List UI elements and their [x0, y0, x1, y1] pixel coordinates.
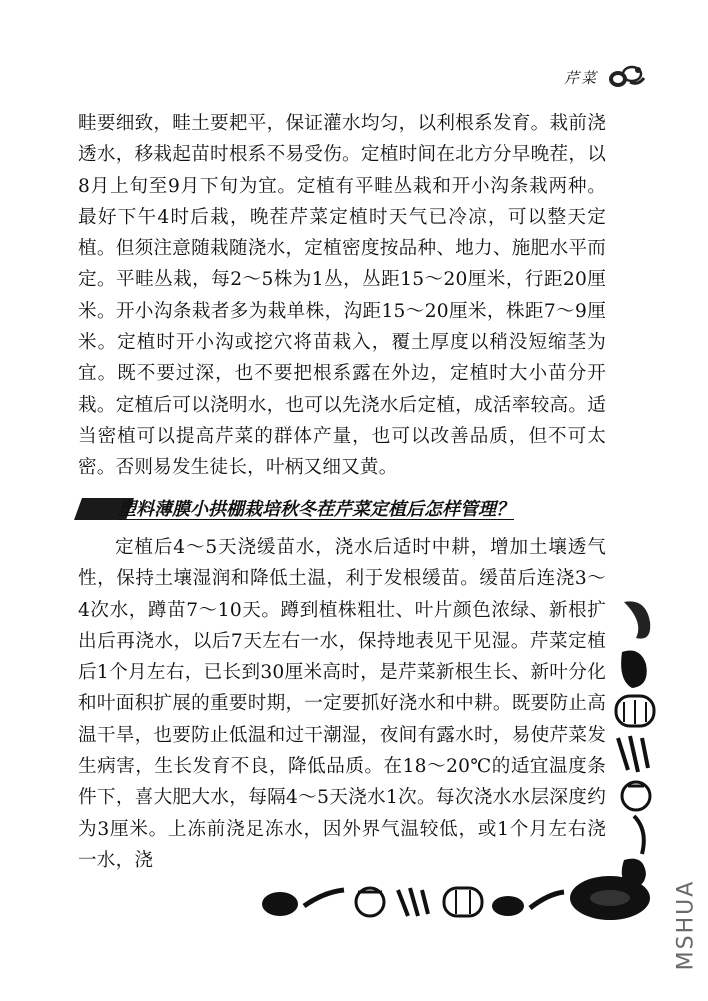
question-heading-text: 塑料薄膜小拱棚栽培秋冬茬芹菜定植后怎样管理？	[118, 499, 514, 520]
header-title: 芹菜	[563, 68, 598, 87]
watermark	[672, 870, 700, 980]
running-header	[564, 62, 646, 92]
vegetable-row-icon	[258, 872, 658, 924]
vegetable-column-icon	[606, 592, 668, 892]
body-paragraph: 定植后4～5天浇缓苗水，浇水后适时中耕，增加土壤透气性，保持土壤湿润和降低土温，利于发根缓苗。缓苗后连浇3～4次水，蹲苗7～10天。蹲到植株粗壮、叶片颜色浓绿、新根扩出后再浇水，以后7天左右一水，保持地表见干见湿。芹菜定植后1个月左右，已长到30厘米高时，是芹菜新根生长、新叶分化和叶面积扩展的重要时期，一定要抓好浇水和中耕。既要防止高温干旱，也要防止低温和过干潮湿，夜间有露水时，易使芹菜发生病害，生长发育不良，降低品质。在18～20℃的适宜温度条件下，喜大肥大水，每隔4～5天浇水1次。每次浇水水层深度约为3厘米。上冻前浇足冻水，因外界气温较低，或1个月左右浇一水，浇	[78, 537, 606, 871]
body-paragraph: 畦要细致，畦土要耙平，保证灌水均匀，以利根系发育。栽前浇透水，移栽起苗时根系不易受伤。定植时间在北方分早晚茬，以8月上旬至9月下旬为宜。定植有平畦丛栽和开小沟条栽两种。最好下午4时后栽，晚茬芹菜定植时天气已冷凉，可以整天定植。但须注意随栽随浇水，定植密度按品种、地力、施肥水平而定。平畦丛栽，每2～5株为1丛，丛距15～20厘米，行距20厘米。开小沟条栽者多为栽单株，沟距15～20厘米，株距7～9厘米。定植时开小沟或挖穴将苗栽入，覆土厚度以稍没短缩茎为宜。既不要过深，也不要把根系露在外边，定植时大小苗分开栽。定植后可以浇明水，也可以先浇水后定植，成活率较高。适当密植可以提高芹菜的群体产量，也可以改善品质，但不可太密。否则易发生徒长，叶柄又细又黄。	[78, 113, 606, 479]
vegetable-cluster-icon	[608, 64, 646, 90]
watermark-text: MSHUA	[673, 879, 699, 971]
question-heading	[78, 492, 598, 526]
